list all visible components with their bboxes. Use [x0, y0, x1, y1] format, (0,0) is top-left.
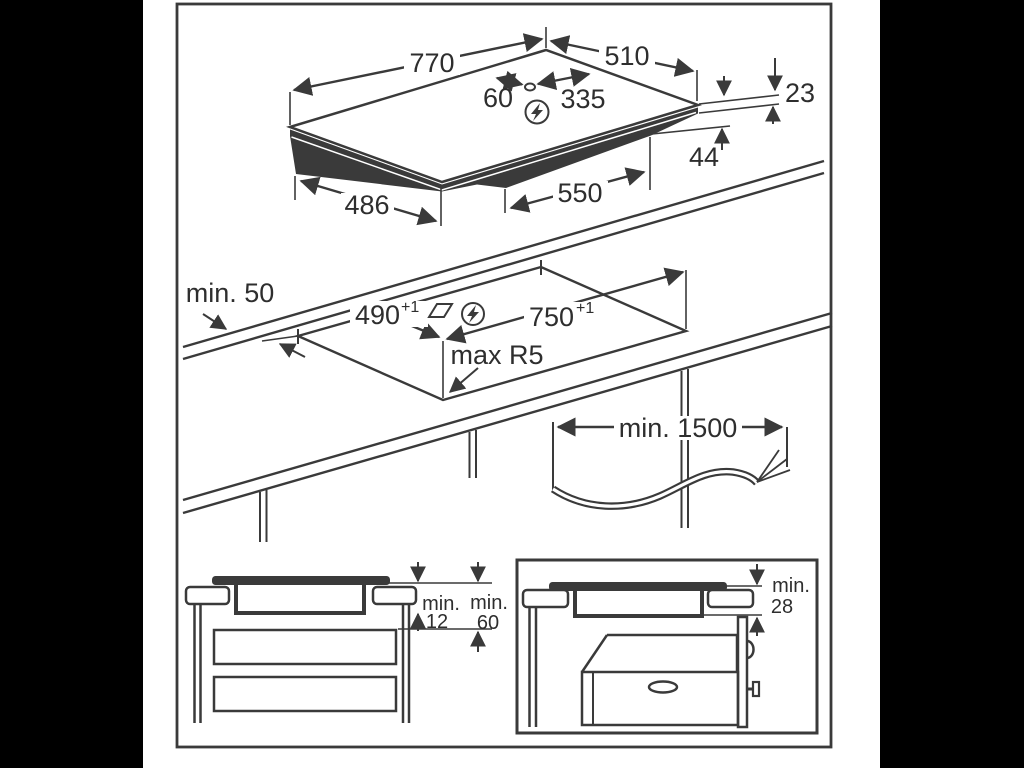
dim-label-min-12a: min.	[422, 593, 460, 615]
dim-label-min-60a: min.	[470, 592, 508, 614]
dim-label-510: 510	[604, 41, 650, 71]
dim-label-60: 60	[482, 83, 514, 113]
hob-glass-section-2	[549, 582, 727, 591]
dim-label-min-28a: min.	[772, 575, 810, 597]
dim-label-490: 490	[355, 300, 401, 330]
dim-label-23: 23	[784, 78, 816, 108]
dim-label-min50: min. 50	[185, 278, 275, 308]
dim-label-12: 12	[425, 611, 449, 633]
dim-label-maxR5: max R5	[450, 340, 544, 370]
dim-label-44: 44	[688, 142, 720, 172]
dim-label-490-tol: +1	[401, 299, 420, 316]
dim-label-750-tol: +1	[576, 300, 595, 317]
dim-label-770: 770	[409, 48, 455, 78]
dim-label-28: 28	[770, 596, 794, 618]
page-background	[143, 0, 880, 768]
dim-label-335: 335	[560, 84, 606, 114]
dim-label-750: 750	[529, 302, 575, 332]
hob-glass-section	[212, 576, 390, 585]
dim-label-550: 550	[557, 178, 603, 208]
dim-label-486: 486	[344, 190, 390, 220]
dim-label-60b: 60	[476, 612, 500, 634]
dim-label-cable-length: min. 1500	[618, 413, 738, 443]
